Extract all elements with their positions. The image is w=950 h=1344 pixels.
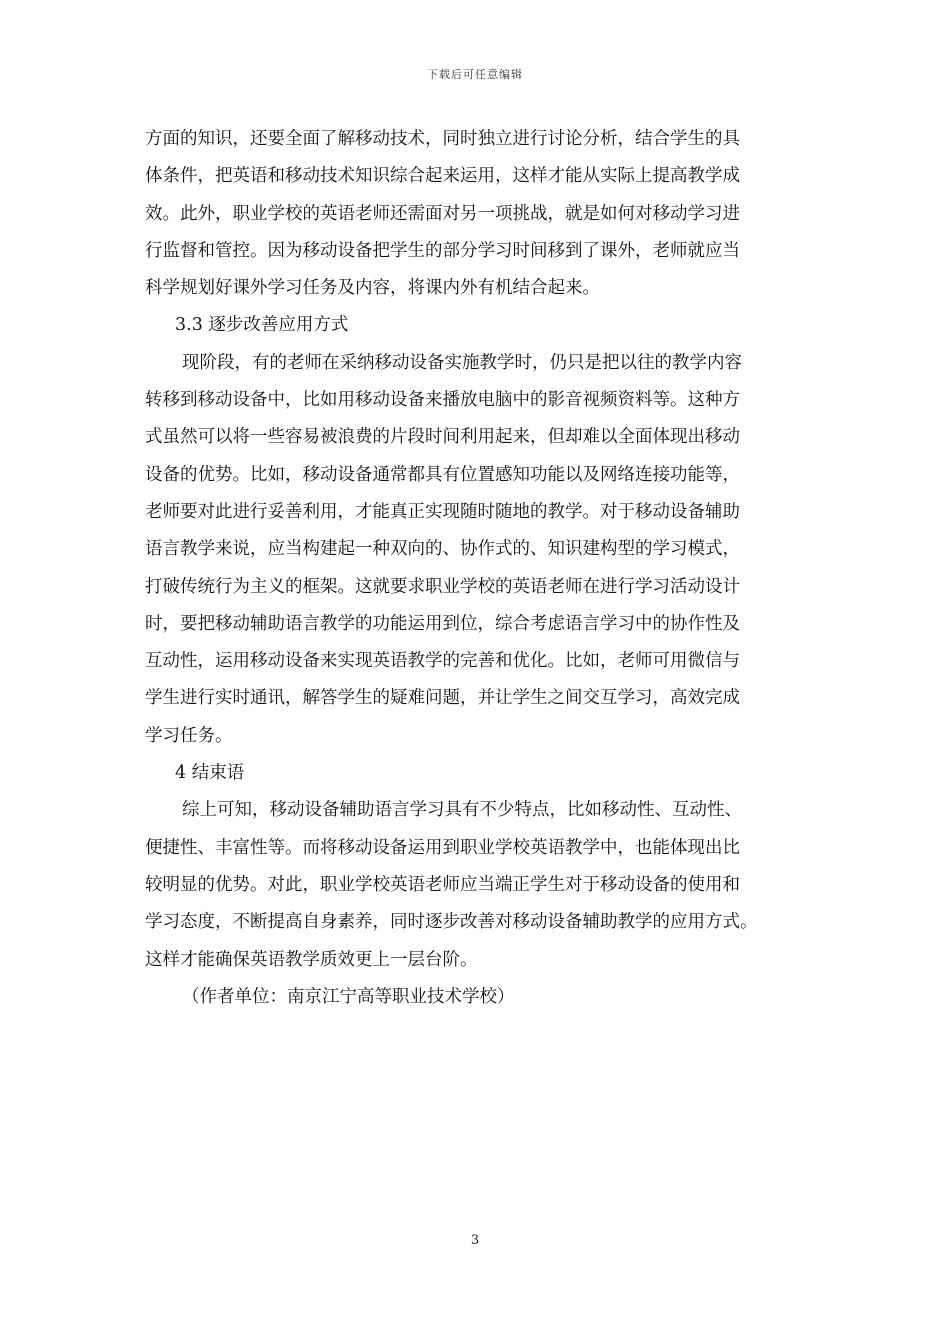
- text-line: 学生进行实时通讯，解答学生的疑难问题，并让学生之间交互学习，高效完成: [145, 688, 740, 709]
- paragraph-conclusion: [145, 792, 825, 978]
- text-line: 老师要对此进行妥善利用，才能真正实现随时随地的教学。对于移动设备辅助: [145, 501, 740, 522]
- page-header: 下载后可任意编辑: [427, 68, 523, 81]
- text-line: 式虽然可以将一些容易被浪费的片段时间利用起来，但却难以全面体现出移动: [145, 427, 740, 448]
- text-line: 语言教学来说，应当构建起一种双向的、协作式的、知识建构型的学习模式，: [145, 539, 740, 560]
- page-number: 3: [470, 1233, 480, 1248]
- paragraph-application: [145, 345, 825, 755]
- text-line: 时，要把移动辅助语言教学的功能运用到位，综合考虑语言学习中的协作性及: [145, 613, 740, 634]
- text-line: 学习任务。: [145, 725, 233, 746]
- heading-text: 4 结束语: [175, 763, 245, 784]
- section-heading-4: [145, 755, 825, 792]
- paragraph-continuation: [145, 121, 825, 307]
- text-line: 这样才能确保英语教学质效更上一层台阶。: [145, 949, 478, 970]
- text-line: 现阶段，有的老师在采纳移动设备实施教学时，仍只是把以往的教学内容: [182, 352, 742, 373]
- text-line: 方面的知识，还要全面了解移动技术，同时独立进行讨论分析，结合学生的具: [145, 129, 740, 149]
- text-line: 效。此外，职业学校的英语老师还需面对另一项挑战，就是如何对移动学习进: [145, 203, 740, 224]
- text-line: 综上可知，移动设备辅助语言学习具有不少特点，比如移动性、互动性、: [182, 800, 742, 821]
- heading-text: 3.3 逐步改善应用方式: [175, 315, 349, 336]
- section-heading-3-3: [145, 307, 825, 344]
- text-line: 互动性，运用移动设备来实现英语教学的完善和优化。比如，老师可用微信与: [145, 651, 740, 672]
- affiliation-text: （作者单位：南京江宁高等职业技术学校）: [182, 986, 515, 1007]
- text-line: 转移到移动设备中，比如用移动设备来播放电脑中的影音视频资料等。这种方: [145, 390, 740, 411]
- text-line: 便捷性、丰富性等。而将移动设备运用到职业学校英语教学中，也能体现出比: [145, 837, 740, 858]
- text-line: 较明显的优势。对此，职业学校英语老师应当端正学生对于移动设备的使用和: [145, 874, 740, 895]
- text-line: 打破传统行为主义的框架。这就要求职业学校的英语老师在进行学习活动设计: [145, 576, 740, 597]
- text-line: 体条件，把英语和移动技术知识综合起来运用，这样才能从实际上提高教学成: [145, 166, 740, 187]
- text-line: 设备的优势。比如，移动设备通常都具有位置感知功能以及网络连接功能等，: [145, 464, 740, 485]
- author-affiliation: [145, 979, 825, 1016]
- text-line: 行监督和管控。因为移动设备把学生的部分学习时间移到了课外，老师就应当: [145, 240, 740, 261]
- document-body: [145, 121, 825, 1016]
- text-line: 科学规划好课外学习任务及内容，将课内外有机结合起来。: [145, 278, 600, 299]
- text-line: 学习态度，不断提高自身素养，同时逐步改善对移动设备辅助教学的应用方式。: [145, 912, 758, 933]
